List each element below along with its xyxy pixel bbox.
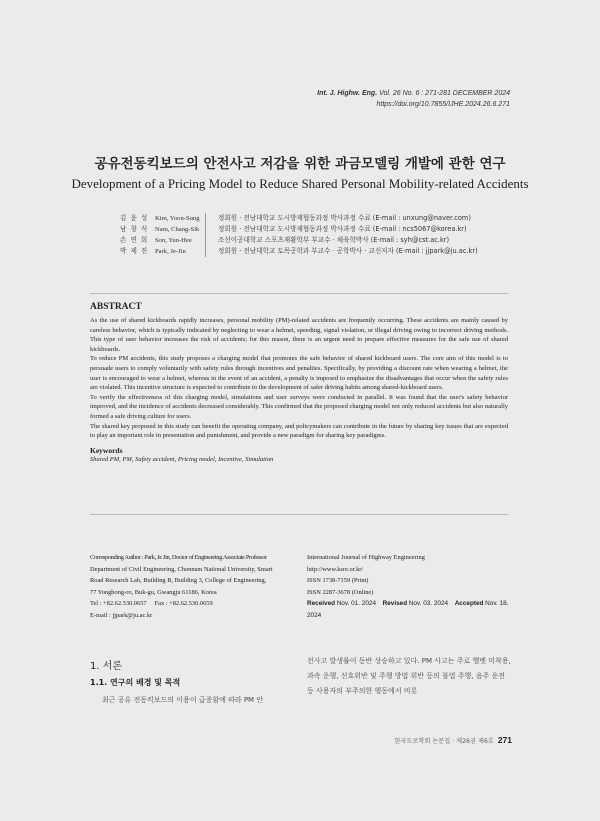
section-heading: 1. 서론 [90,661,123,672]
author-divider [205,213,214,224]
journal-name: International Journal of Highway Engineering [307,554,425,561]
correspondence-line: Tel : +82.62.530.0657 Fax : +82.62.530.0659 [90,600,213,608]
keywords-list: Shared PM, PM, Safety accident, Pricing model, Incentive, Simulation [90,455,274,463]
author-name-ko: 손 연 희 [120,236,149,244]
journal-url[interactable]: http://www.ksre.or.kr/ [307,565,364,573]
author-affiliation: 정회원 · 전남대학교 토목공학과 부교수 · 공학박사 · 교신저자 (E-mail : jjpark@ju.ac.kr) [218,247,478,255]
abstract-section [90,302,508,465]
subsection-heading: 1.1. 연구의 배경 및 목적 [90,678,181,687]
keywords-heading: Keywords [90,445,123,455]
abstract-heading: ABSTRACT [90,302,142,312]
author-name-en: Park, Je-Jin [155,248,186,255]
abstract-paragraph: The shared key proposed in this study can benefit the operating company, and policymakers can contribute in the future by sharing key issues that are expected to play an important role in presentation and punishment, and provide a new paradigm for sharing key paradigms. [90,422,508,440]
journal-volume: Vol. 26 No. 6 : 271-281 DECEMBER 2024 [379,90,510,97]
page-number: 271 [497,735,512,745]
correspondence-line: Corresponding Author : Park, Je Jin, Doctor of Engineering Associate Professor [90,554,267,561]
author-affiliation: 조선이공대학교 스포츠재활학부 부교수 · 체육학박사 (E-mail : syh@cst.ac.kr) [218,236,450,244]
revised-date: Nov. 03. 2024 [408,600,449,608]
author-row [120,224,478,235]
accepted-label: Accepted [454,600,484,608]
issn-print: ISSN 1738-7159 (Print) [307,577,369,585]
journal-info-block [307,552,512,622]
page-footer [394,735,512,745]
correspondence-line: Road Research Lab, Building B, Building 3, College of Engineering, [90,577,267,585]
author-name-ko: 박 제 진 [120,247,149,255]
doi-link[interactable]: https://doi.org/10.7855/IJHE.2024.26.6.271 [376,101,510,108]
abstract-paragraph: As the use of shared kickboards rapidly increases, personal mobility (PM)-related accidents are frequently occurring. These accidents are mainly caused by careless behavior, which is typically indicated by neglecting to wear a helmet, speeding, signal violation, or illegal driving owing to incorrect driving methods. This type of user behavior increases the risk of accidents; for this reason, there is an urgent need to prepare effective measures for the safe use of shared kickboards. [90,317,508,353]
author-affiliation: 정회원 · 전남대학교 도시방재협동과정 박사과정 수료 (E-mail : ncs5067@korea.kr) [218,225,467,233]
title-english: Development of a Pricing Model to Reduce Shared Personal Mobility-related Accidents [71,176,529,191]
body-text-left: 최근 공유 전동킥보드의 이용이 급증함에 따라 PM 안 [102,696,264,704]
abstract-top-rule [90,293,508,294]
accepted-date: Nov. 18. 2024 [307,600,509,619]
manuscript-dates [307,598,512,621]
author-name-en: Kim, Yoon-Sung [155,215,200,222]
abstract-paragraph: To verify the effectiveness of this charging model, simulations and user surveys were conducted in parallel. It was found that the user's safety behavior improved, and the incidence of accidents decreased considerably. This confirmed that the proposed charging model not only reduced accidents but also naturally formed a safe driving culture for users. [90,393,508,420]
author-name-en: Nam, Chang-Sik [155,226,200,233]
received-date: Nov. 01. 2024 [336,600,377,608]
corresponding-author-block [90,552,295,622]
author-row [120,235,478,246]
revised-label: Revised [382,600,408,608]
author-name-ko: 김 윤 성 [120,214,149,222]
abstract-bottom-rule [90,514,508,515]
author-name-ko: 남 창 식 [120,225,149,233]
author-list [120,213,478,257]
author-affiliation: 정회원 · 전남대학교 도시방재협동과정 박사과정 수료 (E-mail : unxung@naver.com) [218,214,471,222]
journal-abbreviation: Int. J. Highw. Eng. [317,90,378,97]
author-divider [205,224,214,235]
author-divider [205,235,214,246]
author-row [120,246,478,257]
author-name-en: Son, Yun-Hee [155,237,192,244]
body-text-right: 전사고 발생률이 동반 상승하고 있다. PM 사고는 주로 헬멧 미착용, 과속 운행, 신호위반 및 주행 방법 위반 등의 불법 주행, 음주 운전 등 사용자의 부주의한 행동에서 비롯 [307,657,511,695]
correspondence-line: 77 Yongbong-ro, Buk-gu, Gwangju 61186, Korea [90,588,217,596]
abstract-paragraph: To reduce PM accidents, this study proposes a charging model that promotes the safe behavior of shared kickboard users. The core aim of this model is to persuade users to comply voluntarily with safety rules through incentives and penalties. Specifically, by providing a discount rate when wearing a helmet, the user is encouraged to wear a helmet, whereas in the event of an accident, a penalty is imposed to emphasize the disadvantages that occur when the safety rules are violated. This incentive structure is expected to contribute to the development of safer driving habits among shared-kickboard users. [90,355,508,392]
journal-header [317,88,510,110]
correspondence-email[interactable]: E-mail : jjpark@ju.ac.kr [90,611,153,619]
author-row [120,213,478,224]
correspondence-line: Department of Civil Engineering, Chonnam National University, Smart [90,565,273,573]
received-label: Received [307,600,336,608]
title-korean: 공유전동킥보드의 안전사고 저감을 위한 과금모델링 개발에 관한 연구 [94,156,506,172]
author-divider [205,246,214,257]
footer-journal: 한국도로학회 논문집 · 제26권 제6호 [394,738,494,745]
issn-online: ISSN 2287-3678 (Online) [307,588,374,596]
